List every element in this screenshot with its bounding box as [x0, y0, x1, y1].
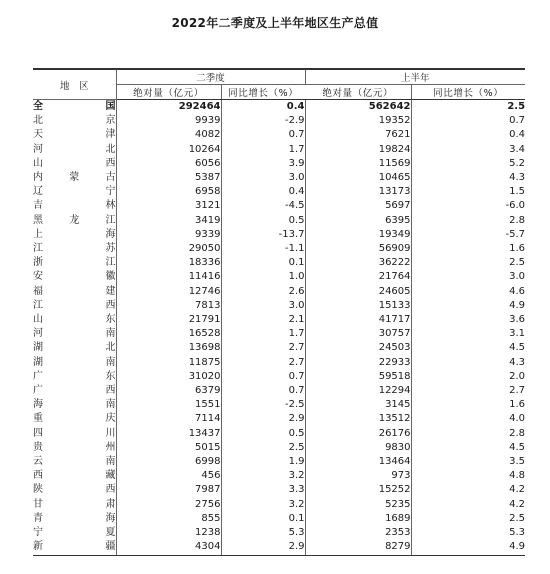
- region-cell: 新疆: [33, 540, 116, 555]
- table-row: [33, 242, 525, 256]
- q2-growth-cell: -2.9: [285, 115, 305, 127]
- q2-abs-cell: 9339: [116, 228, 221, 242]
- table-row: [33, 370, 525, 384]
- q2-growth-cell: 2.7: [288, 342, 305, 354]
- q2-growth-cell: 3.2: [288, 498, 305, 510]
- region-cell: 吉林: [33, 199, 116, 213]
- q2-abs-header: 绝对量（亿元）: [116, 85, 221, 100]
- region-cell: 河北: [33, 143, 116, 157]
- region-cell: 云南: [33, 455, 116, 469]
- q2-growth-cell: 3.2: [288, 470, 305, 482]
- table-row: [33, 128, 525, 142]
- table-row: [33, 157, 525, 171]
- h1-growth-cell: 4.5: [509, 342, 526, 354]
- region-cell: 宁夏: [33, 526, 116, 540]
- region-cell: 山西: [33, 157, 116, 171]
- q2-growth-cell: 2.6: [288, 285, 305, 297]
- h1-abs-cell: 562642: [305, 100, 411, 115]
- table-row: [33, 313, 525, 327]
- q2-abs-cell: 13437: [116, 427, 221, 441]
- table-row: [33, 427, 525, 441]
- h1-growth-cell: 2.8: [509, 214, 526, 226]
- h1-growth-header: 同比增长（%）: [411, 85, 525, 100]
- table-row: [33, 412, 525, 426]
- h1-abs-cell: 19352: [305, 114, 411, 128]
- h1-abs-cell: 22933: [305, 356, 411, 370]
- q2-growth-cell: 0.7: [288, 370, 305, 382]
- q2-growth-cell: 3.9: [288, 157, 305, 169]
- h1-abs-cell: 12294: [305, 384, 411, 398]
- h1-abs-cell: 7621: [305, 128, 411, 142]
- h1-abs-cell: 3145: [305, 398, 411, 412]
- q2-growth-header: 同比增长（%）: [221, 85, 305, 100]
- h1-abs-cell: 8279: [305, 540, 411, 555]
- h1-growth-cell: 4.3: [509, 172, 526, 184]
- h1-growth-cell: 2.5: [509, 257, 526, 269]
- gdp-table: [33, 68, 525, 556]
- h1-abs-cell: 26176: [305, 427, 411, 441]
- q2-abs-cell: 7114: [116, 412, 221, 426]
- table-row: [33, 185, 525, 199]
- h1-growth-cell: 2.7: [509, 385, 526, 397]
- h1-growth-cell: 3.6: [509, 314, 526, 326]
- q2-growth-cell: 5.3: [288, 527, 305, 539]
- h1-group-header: 上半年: [305, 69, 525, 85]
- q2-growth-cell: 0.1: [288, 512, 305, 524]
- q2-growth-cell: -13.7: [278, 228, 305, 240]
- h1-abs-cell: 973: [305, 469, 411, 483]
- region-cell: 西藏: [33, 469, 116, 483]
- table-row: [33, 540, 525, 555]
- q2-abs-cell: 5015: [116, 441, 221, 455]
- q2-group-header: 二季度: [116, 69, 305, 85]
- region-cell: 海南: [33, 398, 116, 412]
- q2-abs-cell: 6056: [116, 157, 221, 171]
- q2-growth-cell: 2.9: [221, 540, 305, 555]
- h1-growth-cell: 4.9: [509, 299, 526, 311]
- region-cell: 重庆: [33, 412, 116, 426]
- q2-abs-cell: 12746: [116, 285, 221, 299]
- h1-growth-cell: 3.1: [509, 328, 526, 340]
- table-row: [33, 214, 525, 228]
- region-cell: 安徽: [33, 270, 116, 284]
- table-row: [33, 356, 525, 370]
- q2-abs-cell: 456: [116, 469, 221, 483]
- region-cell: 广东: [33, 370, 116, 384]
- table-row: [33, 341, 525, 355]
- h1-growth-cell: 2.5: [509, 512, 526, 524]
- q2-abs-cell: 1551: [116, 398, 221, 412]
- h1-abs-cell: 30757: [305, 327, 411, 341]
- region-cell: 上海: [33, 228, 116, 242]
- q2-abs-cell: 5387: [116, 171, 221, 185]
- region-header: 地 区: [33, 69, 116, 100]
- q2-growth-cell: 1.9: [288, 456, 305, 468]
- q2-growth-cell: 0.5: [288, 214, 305, 226]
- q2-abs-cell: 11416: [116, 270, 221, 284]
- region-cell: 青海: [33, 512, 116, 526]
- q2-abs-cell: 4082: [116, 128, 221, 142]
- region-cell: 陕西: [33, 483, 116, 497]
- region-cell: 内蒙古: [33, 171, 116, 185]
- q2-growth-cell: 2.7: [288, 356, 305, 368]
- h1-growth-cell: 5.3: [509, 527, 526, 539]
- region-cell: 湖北: [33, 341, 116, 355]
- region-cell: 北京: [33, 114, 116, 128]
- h1-abs-cell: 6395: [305, 214, 411, 228]
- q2-abs-cell: 7987: [116, 483, 221, 497]
- h1-growth-cell: 3.4: [509, 143, 526, 155]
- q2-abs-cell: 6998: [116, 455, 221, 469]
- region-cell: 四川: [33, 427, 116, 441]
- h1-growth-cell: -6.0: [505, 200, 526, 212]
- table-row: [33, 512, 525, 526]
- table-header: [33, 69, 525, 100]
- region-cell: 全国: [33, 100, 116, 115]
- q2-growth-cell: 0.4: [288, 186, 305, 198]
- q2-growth-cell: 0.5: [288, 427, 305, 439]
- q2-abs-cell: 855: [116, 512, 221, 526]
- q2-abs-cell: 13698: [116, 341, 221, 355]
- h1-abs-cell: 2353: [305, 526, 411, 540]
- q2-growth-cell: 3.0: [288, 172, 305, 184]
- h1-abs-cell: 11569: [305, 157, 411, 171]
- q2-abs-cell: 6958: [116, 185, 221, 199]
- table-row: [33, 143, 525, 157]
- h1-abs-cell: 10465: [305, 171, 411, 185]
- q2-abs-cell: 3419: [116, 214, 221, 228]
- q2-growth-cell: 1.7: [288, 328, 305, 340]
- q2-growth-cell: 3.0: [288, 299, 305, 311]
- table-row: [33, 285, 525, 299]
- q2-abs-cell: 292464: [116, 100, 221, 115]
- q2-growth-cell: 0.1: [288, 257, 305, 269]
- q2-growth-cell: 2.9: [288, 413, 305, 425]
- table-row: [33, 299, 525, 313]
- h1-growth-cell: 4.0: [509, 413, 526, 425]
- h1-abs-cell: 56909: [305, 242, 411, 256]
- h1-growth-cell: 3.5: [509, 456, 526, 468]
- h1-growth-cell: 4.8: [509, 470, 526, 482]
- table-row: [33, 384, 525, 398]
- q2-abs-cell: 3121: [116, 199, 221, 213]
- h1-abs-cell: 36222: [305, 256, 411, 270]
- q2-abs-cell: 7813: [116, 299, 221, 313]
- region-cell: 湖南: [33, 356, 116, 370]
- table-row: [33, 498, 525, 512]
- table-body: [33, 100, 525, 556]
- h1-abs-header: 绝对量（亿元）: [305, 85, 411, 100]
- region-cell: 广西: [33, 384, 116, 398]
- q2-growth-cell: 2.1: [288, 314, 305, 326]
- table-row: [33, 398, 525, 412]
- q2-growth-cell: -4.5: [285, 200, 305, 212]
- h1-abs-cell: 15133: [305, 299, 411, 313]
- h1-growth-cell: 0.7: [509, 115, 526, 127]
- h1-growth-cell: 4.2: [509, 484, 526, 496]
- q2-abs-cell: 31020: [116, 370, 221, 384]
- region-cell: 贵州: [33, 441, 116, 455]
- region-cell: 甘肃: [33, 498, 116, 512]
- h1-abs-cell: 5697: [305, 199, 411, 213]
- q2-growth-cell: -1.1: [285, 243, 305, 255]
- h1-growth-cell: 4.9: [411, 540, 525, 555]
- h1-abs-cell: 19824: [305, 143, 411, 157]
- q2-growth-cell: -2.5: [285, 399, 305, 411]
- h1-growth-cell: 0.4: [509, 129, 526, 141]
- region-cell: 江西: [33, 299, 116, 313]
- q2-abs-cell: 6379: [116, 384, 221, 398]
- h1-abs-cell: 13512: [305, 412, 411, 426]
- h1-growth-cell: 1.6: [509, 243, 526, 255]
- q2-growth-cell: 0.4: [286, 101, 305, 112]
- q2-abs-cell: 29050: [116, 242, 221, 256]
- q2-growth-cell: 1.7: [288, 143, 305, 155]
- q2-growth-cell: 3.3: [288, 484, 305, 496]
- region-cell: 天津: [33, 128, 116, 142]
- table-row: [33, 270, 525, 284]
- h1-growth-cell: 4.3: [509, 356, 526, 368]
- h1-growth-cell: 2.0: [509, 370, 526, 382]
- table-row: [33, 526, 525, 540]
- h1-growth-cell: 2.8: [509, 427, 526, 439]
- q2-abs-cell: 1238: [116, 526, 221, 540]
- table-row: [33, 469, 525, 483]
- h1-abs-cell: 5235: [305, 498, 411, 512]
- region-cell: 河南: [33, 327, 116, 341]
- h1-abs-cell: 13173: [305, 185, 411, 199]
- region-cell: 山东: [33, 313, 116, 327]
- table-row: [33, 171, 525, 185]
- h1-growth-cell: 2.5: [507, 101, 526, 112]
- h1-growth-cell: 4.2: [509, 498, 526, 510]
- q2-abs-cell: 10264: [116, 143, 221, 157]
- h1-growth-cell: 4.6: [509, 285, 526, 297]
- region-cell: 浙江: [33, 256, 116, 270]
- q2-growth-cell: 0.7: [288, 385, 305, 397]
- q2-abs-cell: 11875: [116, 356, 221, 370]
- h1-abs-cell: 9830: [305, 441, 411, 455]
- q2-abs-cell: 9939: [116, 114, 221, 128]
- h1-growth-cell: 3.0: [509, 271, 526, 283]
- page-title: 2022年二季度及上半年地区生产总值: [171, 16, 379, 30]
- h1-growth-cell: 1.5: [509, 186, 526, 198]
- q2-growth-cell: 2.5: [288, 441, 305, 453]
- table-row: [33, 256, 525, 270]
- h1-growth-cell: 4.5: [509, 441, 526, 453]
- q2-abs-cell: 4304: [116, 540, 221, 555]
- region-cell: 黑龙江: [33, 214, 116, 228]
- q2-abs-cell: 16528: [116, 327, 221, 341]
- h1-abs-cell: 1689: [305, 512, 411, 526]
- h1-abs-cell: 59518: [305, 370, 411, 384]
- table-row: [33, 483, 525, 497]
- h1-abs-cell: 15252: [305, 483, 411, 497]
- table-row: [33, 114, 525, 128]
- h1-growth-cell: 1.6: [509, 399, 526, 411]
- h1-abs-cell: 24503: [305, 341, 411, 355]
- region-cell: 辽宁: [33, 185, 116, 199]
- q2-growth-cell: 1.0: [288, 271, 305, 283]
- national-row: [33, 100, 525, 115]
- table-row: [33, 199, 525, 213]
- region-cell: 福建: [33, 285, 116, 299]
- table-row: [33, 441, 525, 455]
- q2-abs-cell: 2756: [116, 498, 221, 512]
- h1-abs-cell: 41717: [305, 313, 411, 327]
- q2-growth-cell: 0.7: [288, 129, 305, 141]
- table-row: [33, 455, 525, 469]
- q2-abs-cell: 18336: [116, 256, 221, 270]
- h1-abs-cell: 24605: [305, 285, 411, 299]
- table-row: [33, 327, 525, 341]
- region-cell: 江苏: [33, 242, 116, 256]
- table-row: [33, 228, 525, 242]
- h1-growth-cell: 5.2: [509, 157, 526, 169]
- h1-abs-cell: 19349: [305, 228, 411, 242]
- q2-abs-cell: 21791: [116, 313, 221, 327]
- h1-abs-cell: 21764: [305, 270, 411, 284]
- h1-growth-cell: -5.7: [505, 228, 526, 240]
- h1-abs-cell: 13464: [305, 455, 411, 469]
